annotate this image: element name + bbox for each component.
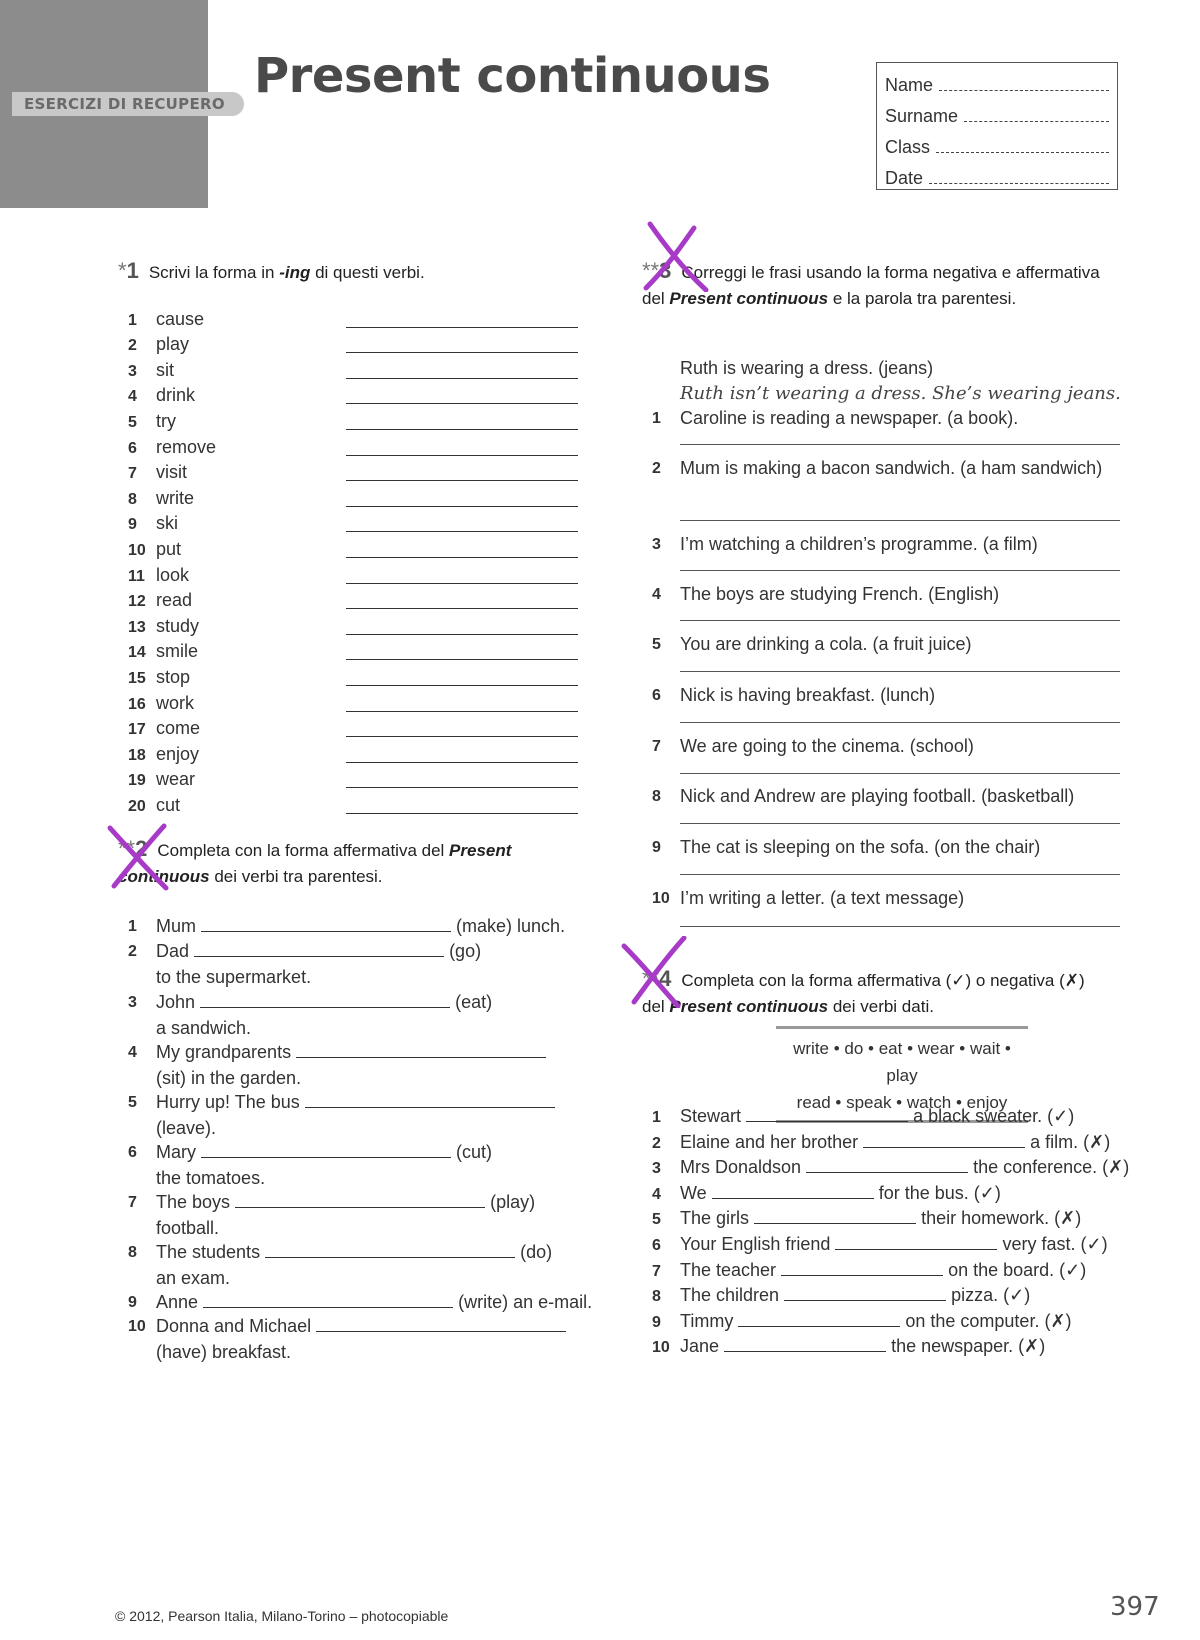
list-item [128,914,598,940]
item-hint: (make) lunch. [456,916,566,936]
item-text [156,914,598,940]
verb: visit [156,462,187,483]
item-continuation: to the supermarket. [156,966,312,987]
verb: come [156,718,201,739]
item-number: 6 [128,439,137,457]
item-subject: My grandparents [156,1042,292,1062]
item-subject: Mrs Donaldson [680,1157,802,1178]
item-number: 10 [652,890,670,907]
item-text: Mum is making a bacon sandwich. (a ham sandwich) [680,458,1103,478]
item-number: 5 [128,413,137,431]
item-number: 6 [652,687,661,704]
item-continuation: (have) breakfast. [156,1341,292,1362]
ex3-example: Ruth is wearing a dress. (jeans) Ruth isn’t wearing a dress. She’s wearing jeans. [680,358,1121,404]
list-item [652,456,1122,481]
answer-line[interactable] [784,1283,946,1301]
item-subject: Jane [680,1336,720,1357]
item-text [156,939,598,990]
list-item [128,1314,598,1365]
item-subject: Dad [156,941,190,961]
word-box: write • do • eat • wear • wait • play read • speak • watch • enjoy [776,1026,1028,1123]
answer-line[interactable] [346,352,578,353]
item-text [156,990,598,1041]
item-number: 20 [128,797,146,815]
item-text [156,1040,598,1091]
item-number: 5 [128,1094,137,1111]
item-tail: the newspaper. (✗) [891,1336,1046,1357]
item-tail: a film. (✗) [1030,1131,1111,1152]
list-item [652,835,1122,860]
answer-line[interactable] [296,1040,546,1058]
answer-line[interactable] [346,813,578,814]
answer-line[interactable] [201,914,451,932]
answer-line[interactable] [346,787,578,788]
item-text [156,1290,598,1316]
class-field[interactable]: Class [885,127,1109,158]
item-tail: their homework. (✗) [921,1208,1082,1229]
answer-line[interactable] [754,1206,916,1224]
answer-line[interactable] [346,506,578,507]
item-number: 2 [128,337,137,355]
item-number: 7 [128,1194,137,1211]
verb: put [156,538,182,559]
answer-line[interactable] [305,1090,555,1108]
answer-line[interactable] [346,531,578,532]
item-text: I’m writing a letter. (a text message) [680,888,965,908]
item-hint: (do) [520,1242,553,1262]
list-item [652,683,1122,708]
answer-line[interactable] [724,1334,886,1352]
verb: study [156,615,200,636]
item-continuation: (leave). [156,1117,217,1138]
answer-line[interactable] [346,711,578,712]
item-number: 1 [652,410,661,427]
list-item [128,355,580,381]
answer-line[interactable] [863,1130,1025,1148]
pen-x-mark-icon [620,936,690,1008]
ex1-list [128,304,580,816]
item-number: 16 [128,695,146,713]
answer-line[interactable] [680,570,1120,571]
item-number: 14 [128,644,146,662]
item-number: 3 [652,536,661,553]
list-item [128,483,580,509]
item-number: 8 [652,1288,661,1306]
list-item [128,304,580,330]
verb: smile [156,641,199,662]
answer-line[interactable] [746,1104,908,1122]
verb: play [156,334,190,355]
item-subject: John [156,992,196,1012]
verb: cut [156,794,181,815]
item-subject: Timmy [680,1310,734,1331]
list-item [128,330,580,356]
item-tail: the conference. (✗) [973,1157,1130,1178]
item-hint: (play) [490,1192,536,1212]
item-text: Nick is having breakfast. (lunch) [680,685,936,705]
answer-line[interactable] [201,1140,451,1158]
list-item [128,765,580,791]
list-item [652,1334,1122,1360]
section-tab-label: ESERCIZI DI RECUPERO [12,92,244,116]
list-item [652,632,1122,657]
list-item [128,688,580,714]
answer-line[interactable] [680,444,1120,445]
answer-line[interactable] [346,403,578,404]
answer-line[interactable] [680,722,1120,723]
item-number: 9 [652,1313,661,1331]
item-subject: The students [156,1242,261,1262]
item-text [156,1314,598,1365]
answer-line[interactable] [203,1290,453,1308]
answer-line[interactable] [346,480,578,481]
item-number: 1 [128,311,137,329]
surname-field[interactable]: Surname [885,96,1109,127]
item-text [156,1140,598,1191]
item-text [156,1240,598,1291]
list-item [128,432,580,458]
list-item [128,990,598,1041]
item-number: 1 [652,1109,661,1126]
item-tail: a black sweater. (✓) [913,1106,1075,1126]
list-item [128,381,580,407]
answer-line[interactable] [680,520,1120,521]
item-number: 4 [652,586,661,603]
answer-line[interactable] [680,773,1120,774]
answer-line[interactable] [235,1190,485,1208]
answer-line[interactable] [835,1232,997,1250]
item-subject: Your English friend [680,1234,831,1254]
answer-line[interactable] [346,557,578,558]
item-subject: Mum [156,916,196,936]
list-item [652,1309,1122,1335]
verb: cause [156,308,205,329]
item-continuation: (sit) in the garden. [156,1067,302,1088]
list-item [128,611,580,637]
list-item [652,1283,1122,1309]
item-text: Caroline is reading a newspaper. (a book). [680,408,1019,428]
item-number: 5 [652,636,661,653]
item-tail: for the bus. (✓) [878,1182,1001,1203]
list-item [128,1040,598,1091]
item-number: 18 [128,746,146,764]
answer-line[interactable] [346,327,578,328]
list-item [652,1130,1122,1156]
answer-line[interactable] [680,620,1120,621]
item-text: The boys are studying French. (English) [680,584,1000,604]
item-number: 7 [128,465,137,483]
date-field[interactable]: Date [885,158,1109,189]
item-text: I’m watching a children’s programme. (a film) [680,534,1038,554]
verb: write [156,487,195,508]
answer-line[interactable] [346,429,578,430]
answer-line[interactable] [346,736,578,737]
page-number: 397 [1110,1592,1160,1622]
item-number: 7 [652,738,661,755]
list-item [652,1181,1122,1207]
item-number: 11 [128,567,145,585]
list-item [128,1290,598,1316]
answer-line[interactable] [680,926,1120,927]
pen-x-mark-icon [106,822,176,894]
verb: drink [156,385,196,406]
list-item [652,734,1122,759]
verb: stop [156,666,191,687]
answer-line[interactable] [346,608,578,609]
item-number: 10 [128,1318,146,1335]
item-continuation: football. [156,1217,220,1238]
item-number: 3 [128,994,137,1011]
answer-line[interactable] [346,634,578,635]
item-subject: Mary [156,1142,196,1162]
item-number: 15 [128,669,146,687]
item-number: 7 [652,1262,661,1280]
answer-line[interactable] [738,1309,900,1327]
list-item [128,406,580,432]
verb: enjoy [156,743,200,764]
list-item [128,560,580,586]
list-item [128,1190,598,1241]
answer-line[interactable] [194,939,444,957]
list-item [128,586,580,612]
verb: remove [156,436,217,457]
item-text: Nick and Andrew are playing football. (basketball) [680,786,1075,806]
list-item [652,1206,1122,1232]
list-item [652,886,1122,911]
item-tail: on the computer. (✗) [905,1310,1072,1331]
list-item [652,582,1122,607]
item-hint: (go) [449,941,482,961]
answer-line[interactable] [346,762,578,763]
item-number: 4 [128,388,137,406]
item-subject: Hurry up! The bus [156,1092,300,1112]
item-number: 2 [652,1134,661,1152]
answer-line[interactable] [346,455,578,456]
list-item [128,534,580,560]
answer-line[interactable] [806,1155,968,1173]
item-tail: pizza. (✓) [951,1285,1031,1306]
item-number: 13 [128,618,146,636]
item-continuation: the tomatoes. [156,1167,266,1188]
item-number: 1 [128,918,137,935]
ex4-heading: **4 Completa con la forma affermativa (✓) o negativa (✗) del Present continuous dei verbi dati. [642,966,1085,1016]
list-item [652,1258,1122,1284]
list-item [652,1104,1122,1130]
answer-line[interactable] [680,671,1120,672]
list-item [128,1090,598,1141]
answer-line[interactable] [346,659,578,660]
item-text [156,1090,598,1141]
list-item [128,739,580,765]
answer-line[interactable] [200,990,450,1008]
list-item [128,637,580,663]
item-number: 5 [652,1211,661,1229]
item-subject: Donna and Michael [156,1316,312,1336]
item-hint: (cut) [456,1142,493,1162]
item-number: 2 [128,943,137,960]
item-hint: (write) an e-mail. [458,1292,593,1312]
verb: sit [156,359,174,380]
verb: look [156,564,190,585]
item-number: 10 [128,541,146,559]
item-subject: Stewart [680,1106,742,1126]
item-number: 17 [128,721,146,739]
ex1-heading: *1 Scrivi la forma in -ing di questi verbi. [118,258,425,283]
student-info-box [876,62,1118,190]
verb: read [156,590,193,611]
copyright-note: © 2012, Pearson Italia, Milano-Torino – photocopiable [115,1608,449,1624]
item-number: 9 [128,516,137,534]
item-number: 4 [652,1185,661,1203]
item-number: 9 [652,839,661,856]
answer-line[interactable] [712,1181,874,1199]
list-item [652,1155,1130,1181]
item-number: 12 [128,593,146,611]
list-item [128,458,580,484]
item-subject: The boys [156,1192,231,1212]
item-subject: The teacher [680,1259,777,1280]
name-field[interactable]: Name [885,65,1109,96]
list-item [128,509,580,535]
answer-line[interactable] [680,874,1120,875]
item-continuation: an exam. [156,1267,231,1288]
answer-line[interactable] [316,1314,566,1332]
item-hint: (eat) [455,992,493,1012]
list-item [652,784,1122,809]
verb: wear [156,769,196,790]
item-number: 6 [128,1144,137,1161]
list-item [128,1240,598,1291]
item-number: 19 [128,772,146,790]
item-number: 2 [652,460,661,477]
item-subject: Anne [156,1292,199,1312]
item-text: The cat is sleeping on the sofa. (on the chair) [680,837,1041,857]
list-item [652,406,1122,431]
item-text [156,1190,598,1241]
item-number: 4 [128,1044,137,1061]
answer-line[interactable] [265,1240,515,1258]
item-subject: We [680,1182,707,1203]
item-tail: on the board. (✓) [948,1259,1087,1280]
pen-x-mark-icon [642,220,712,292]
item-number: 3 [652,1160,661,1178]
item-number: 9 [128,1294,137,1311]
verb: work [156,692,195,713]
list-item [128,1140,598,1191]
item-tail: very fast. (✓) [1002,1234,1108,1254]
item-text: We are going to the cinema. (school) [680,736,974,756]
ex3-heading: **3 Correggi le frasi usando la forma negativa e affermativa del Present continuous e la parola tra parentesi. [642,258,1100,308]
item-number: 3 [128,362,137,380]
ex2-heading: **2 Completa con la forma affermativa del Present continuous dei verbi tra parentesi. [118,836,512,886]
page-title: Present continuous [254,48,771,104]
item-subject: The children [680,1285,780,1306]
item-subject: Elaine and her brother [680,1131,859,1152]
verb: try [156,410,176,431]
answer-line[interactable] [346,378,578,379]
item-text: You are drinking a cola. (a fruit juice) [680,634,972,654]
list-item [128,939,598,990]
answer-line[interactable] [781,1258,943,1276]
item-number: 8 [128,1244,137,1261]
list-item [128,714,580,740]
list-item [128,790,580,816]
list-item [652,532,1122,557]
answer-line[interactable] [680,823,1120,824]
list-item [652,1232,1122,1258]
item-number: 8 [652,788,661,805]
answer-line[interactable] [346,685,578,686]
list-item [128,662,580,688]
item-continuation: a sandwich. [156,1017,252,1038]
verb: ski [156,513,178,534]
item-subject: The girls [680,1208,750,1229]
item-number: 8 [128,490,137,508]
item-number: 6 [652,1237,661,1254]
item-number: 10 [652,1339,670,1357]
answer-line[interactable] [346,583,578,584]
